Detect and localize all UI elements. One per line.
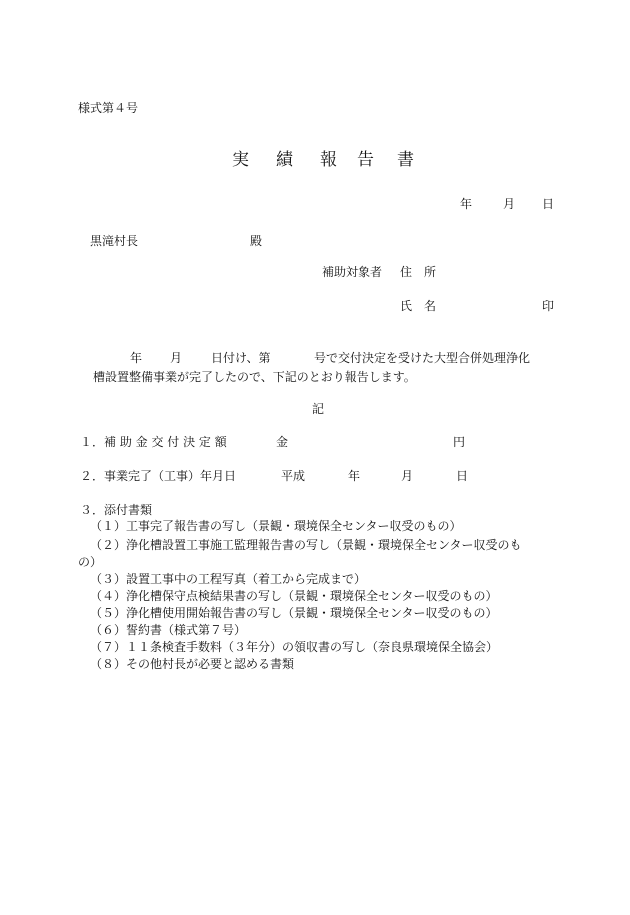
body-month-label: 月 bbox=[170, 351, 183, 365]
document-title-char-5: 書 bbox=[397, 150, 414, 170]
attachment-item-3: （３）設置工事中の工程写真（着工から完成まで） bbox=[90, 572, 367, 586]
attachment-item-6: （６）誓約書（様式第７号） bbox=[90, 623, 247, 637]
applicant-address-label: 住 所 bbox=[400, 265, 437, 279]
date-day-label: 日 bbox=[542, 197, 555, 211]
attachment-item-1: （１）工事完了報告書の写し（景観・環境保全センター収受のもの） bbox=[90, 519, 462, 533]
form-number: 様式第４号 bbox=[78, 101, 139, 115]
attachment-item-5: （５）浄化槽使用開始報告書の写し（景観・環境保全センター収受のもの） bbox=[90, 606, 498, 620]
applicant-name-label: 氏 名 bbox=[400, 299, 437, 313]
attachment-item-2: （２）浄化槽設置工事施工監理報告書の写し（景観・環境保全センター収受のも bbox=[90, 538, 522, 552]
item2-month-label: 月 bbox=[401, 469, 414, 483]
seal-mark: 印 bbox=[542, 299, 555, 313]
item2-day-label: 日 bbox=[456, 469, 469, 483]
item1-unit: 円 bbox=[453, 435, 466, 449]
document-title-char-4: 告 bbox=[357, 150, 374, 170]
addressee-name: 黒滝村長 bbox=[90, 234, 139, 248]
applicant-label: 補助対象者 bbox=[322, 265, 383, 279]
body-line2: 槽設置整備事業が完了したので、下記のとおり報告します。 bbox=[93, 370, 416, 384]
attachment-item-7: （７）１１条検査手数料（３年分）の領収書の写し（奈良県環境保全協会） bbox=[90, 640, 499, 654]
attachment-item-8: （８）その他村長が必要と認める書類 bbox=[90, 657, 295, 671]
attachment-item-2-continuation: の） bbox=[78, 555, 103, 569]
body-day-suffix: 日付け、第 bbox=[211, 351, 271, 365]
body-year-label: 年 bbox=[130, 351, 143, 365]
date-year-label: 年 bbox=[460, 197, 473, 211]
attachment-item-4: （４）浄化槽保守点検結果書の写し（景観・環境保全センター収受のもの） bbox=[90, 589, 498, 603]
item1-label: １．補 助 金 交 付 決 定 額 bbox=[80, 435, 227, 449]
ki-heading: 記 bbox=[312, 402, 325, 416]
document-title-char-1: 実 bbox=[232, 150, 249, 170]
item3-label: ３．添付書類 bbox=[80, 503, 153, 517]
body-line1-rest: 号で交付決定を受けた大型合併処理浄化 bbox=[314, 351, 531, 365]
addressee-honorific: 殿 bbox=[250, 234, 263, 248]
document-title-char-2: 績 bbox=[276, 150, 293, 170]
item2-label: ２．事業完了（工事）年月日 bbox=[80, 469, 237, 483]
item2-year-label: 年 bbox=[348, 469, 361, 483]
date-month-label: 月 bbox=[503, 197, 516, 211]
item1-currency-prefix: 金 bbox=[276, 435, 289, 449]
item2-era: 平成 bbox=[281, 469, 306, 483]
document-title-char-3: 報 bbox=[320, 150, 337, 170]
